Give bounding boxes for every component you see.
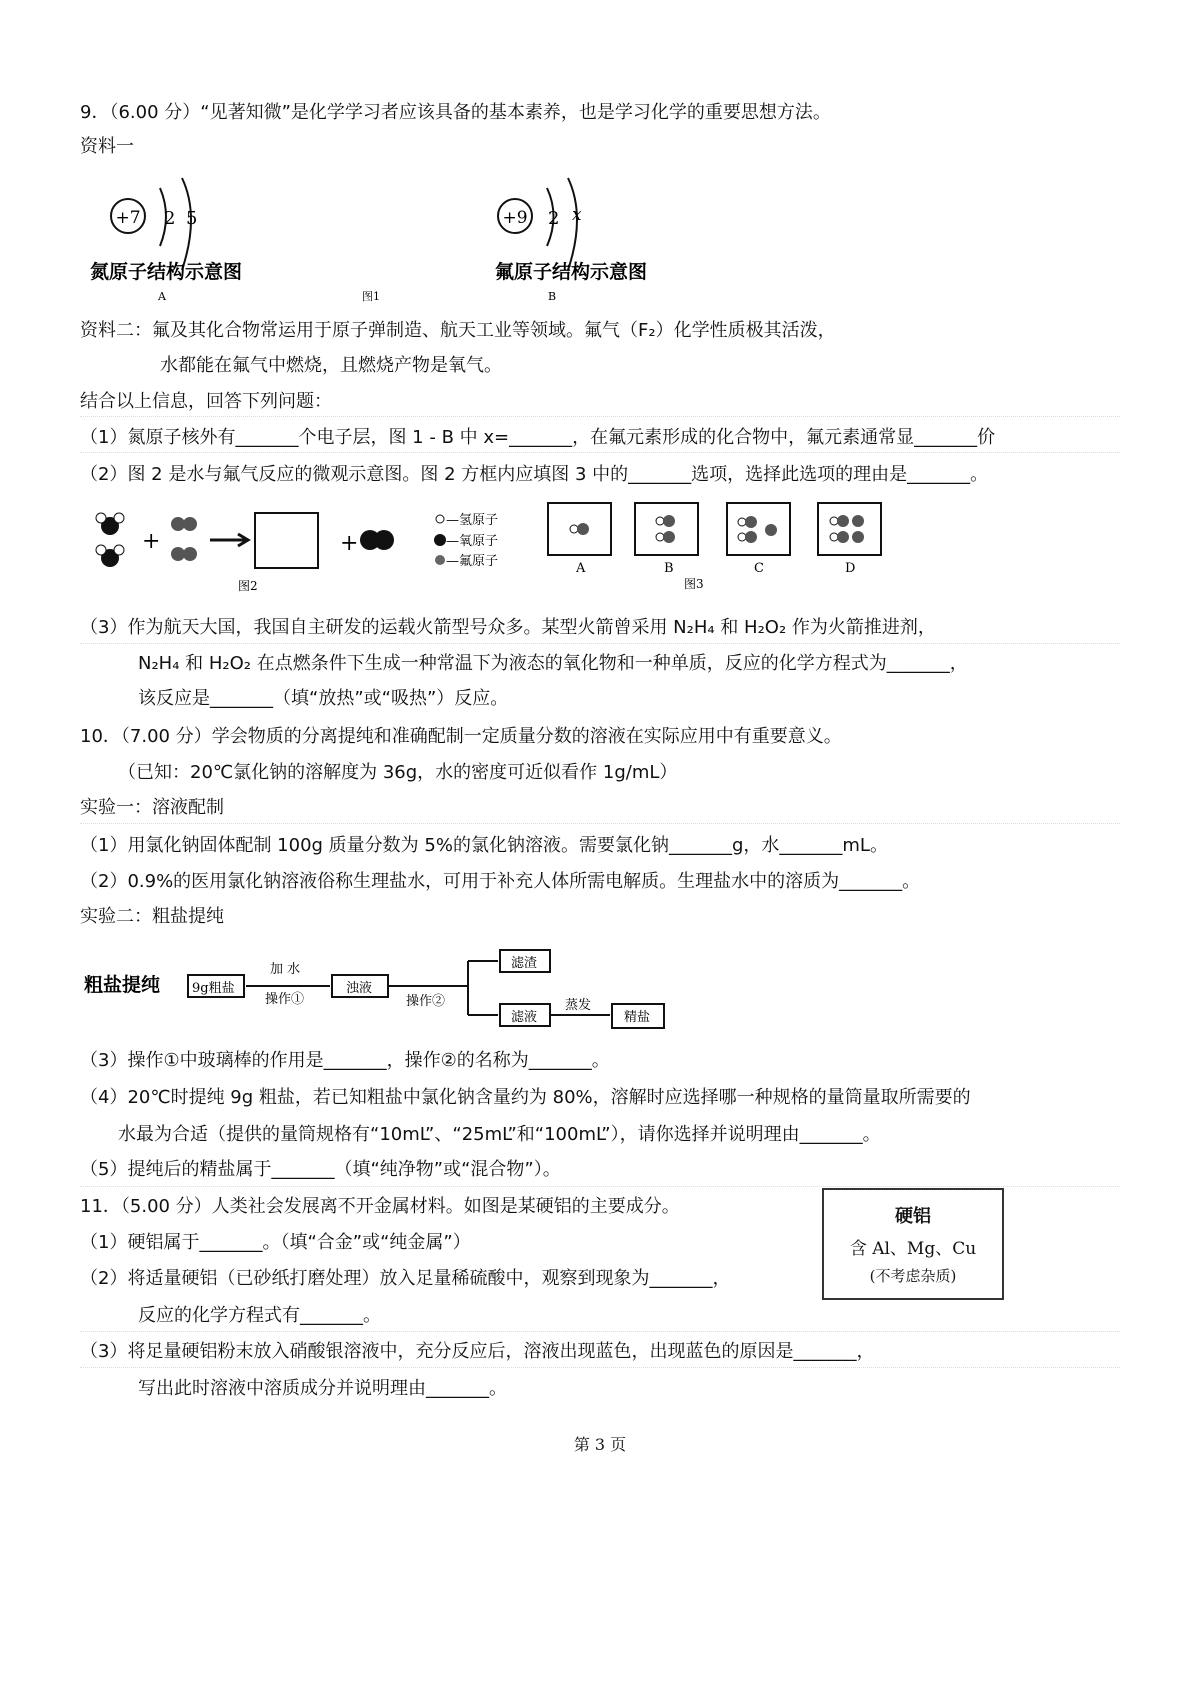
svg-text:图2: 图2 [238, 579, 258, 593]
material-one-label: 资料一 [80, 136, 134, 157]
material-two-line1: 资料二：氟及其化合物常运用于原子弹制造、航天工业等领域。氟气（F₂）化学性质极其活泼， [80, 320, 836, 341]
svg-text:A: A [576, 561, 586, 576]
instructions: 结合以上信息，回答下列问题： [80, 391, 332, 412]
q10-4-line2: 水最为合适（提供的量筒规格有“10mL”、“25mL”和“100mL”），请你选择并说明理由_______。 [118, 1124, 881, 1145]
svg-text:蒸发: 蒸发 [565, 998, 592, 1013]
svg-text:氮原子结构示意图: 氮原子结构示意图 [90, 261, 243, 283]
q11-1: （1）硬铝属于_______。（填“合金”或“纯金属”） [80, 1232, 471, 1253]
q10-2: （2）0.9%的医用氯化钠溶液俗称生理盐水，可用于补充人体所需电解质。生理盐水中的溶质为_______。 [80, 871, 921, 892]
q10-1: （1）用氯化钠固体配制 100g 质量分数为 5%的氯化钠溶液。需要氯化钠_______g，水_______mL。 [80, 835, 888, 856]
svg-text:C: C [754, 561, 764, 576]
svg-text:x: x [572, 205, 582, 225]
q9-1: （1）氮原子核外有_______个电子层，图 1 - B 中 x=_______，在氟元素形成的化合物中，氟元素通常显_______价 [80, 427, 996, 448]
q10-4-line1: （4）20℃时提纯 9g 粗盐，若已知粗盐中氯化钠含量约为 80%，溶解时应选择哪一种规格的量筒量取所需要的 [80, 1087, 971, 1108]
svg-text:图3: 图3 [684, 577, 704, 591]
svg-text:2: 2 [164, 208, 176, 229]
q11-3-line2: 写出此时溶液中溶质成分并说明理由_______。 [138, 1378, 507, 1399]
svg-text:A: A [158, 290, 166, 303]
svg-text:+9: +9 [502, 208, 528, 228]
q10-heading: 10．（7.00 分）学会物质的分离提纯和准确配制一定质量分数的溶液在实际应用中有重要意义。 [80, 726, 842, 747]
svg-text:2: 2 [548, 208, 560, 229]
figure-1-atom-structures [90, 170, 690, 310]
svg-text:滤液: 滤液 [511, 1010, 538, 1025]
q11-2-line2: 反应的化学方程式有_______。 [138, 1305, 381, 1326]
svg-text:精盐: 精盐 [624, 1010, 651, 1025]
svg-text:氟原子结构示意图: 氟原子结构示意图 [495, 261, 648, 283]
page-number: 第 3 页 [573, 1435, 627, 1454]
water-molecules [96, 513, 124, 567]
svg-text:滤渣: 滤渣 [511, 956, 538, 971]
alloy-note: (不考虑杂质) [869, 1267, 957, 1285]
alloy-title: 硬铝 [895, 1206, 931, 1227]
q11-2-line1: （2）将适量硬铝（已砂纸打磨处理）放入足量稀硫酸中，观察到现象为_______， [80, 1268, 731, 1289]
svg-text:B: B [664, 561, 674, 576]
q9-2: （2）图 2 是水与氟气反应的微观示意图。图 2 方框内应填图 3 中的_______选项，选择此选项的理由是_______。 [80, 464, 989, 485]
alloy-content: 含 Al、Mg、Cu [849, 1239, 977, 1259]
svg-text:图1: 图1 [362, 290, 380, 303]
experiment-one-label: 实验一：溶液配制 [80, 797, 224, 818]
svg-text:D: D [845, 561, 856, 576]
svg-text:浊液: 浊液 [346, 981, 373, 996]
svg-text:B: B [548, 290, 557, 303]
svg-text:+: + [340, 531, 359, 556]
q10-3: （3）操作①中玻璃棒的作用是_______，操作②的名称为_______。 [80, 1050, 610, 1071]
svg-text:+7: +7 [115, 208, 141, 228]
svg-text:—氧原子: —氧原子 [446, 534, 499, 549]
svg-text:粗盐提纯: 粗盐提纯 [84, 974, 161, 996]
svg-text:操作②: 操作② [406, 994, 446, 1009]
svg-text:操作①: 操作① [265, 992, 305, 1007]
material-two-line2: 水都能在氟气中燃烧，且燃烧产物是氧气。 [160, 355, 502, 376]
svg-text:9g粗盐: 9g粗盐 [192, 981, 235, 996]
experiment-two-label: 实验二：粗盐提纯 [80, 906, 224, 927]
figure-2-3-reaction [90, 500, 910, 600]
q9-3-line1: （3）作为航天大国，我国自主研发的运载火箭型号众多。某型火箭曾采用 N₂H₄ 和 H₂O₂ 作为火箭推进剂， [80, 617, 936, 638]
svg-text:—氟原子: —氟原子 [446, 554, 499, 569]
q10-5: （5）提纯后的精盐属于_______（填“纯净物”或“混合物”）。 [80, 1159, 561, 1180]
q9-3-line2: N₂H₄ 和 H₂O₂ 在点燃条件下生成一种常温下为液态的氧化物和一种单质，反应的化学方程式为_______， [138, 653, 968, 674]
q11-3-line1: （3）将足量硬铝粉末放入硝酸银溶液中，充分反应后，溶液出现蓝色，出现蓝色的原因是_______， [80, 1341, 875, 1362]
hard-aluminum-composition-box [822, 1188, 1004, 1300]
salt-purification-flowchart [80, 945, 680, 1035]
svg-text:—氢原子: —氢原子 [446, 513, 499, 528]
svg-text:加 水: 加 水 [270, 962, 301, 977]
q9-3-line3: 该反应是_______（填“放热”或“吸热”）反应。 [138, 688, 509, 709]
svg-text:+: + [142, 529, 161, 554]
q9-heading: 9．（6.00 分）“见著知微”是化学学习者应该具备的基本素养，也是学习化学的重要思想方法。 [80, 102, 831, 123]
svg-text:5: 5 [186, 208, 198, 229]
q10-given: （已知：20℃氯化钠的溶解度为 36g，水的密度可近似看作 1g/mL） [118, 762, 678, 783]
q11-heading: 11．（5.00 分）人类社会发展离不开金属材料。如图是某硬铝的主要成分。 [80, 1196, 680, 1217]
